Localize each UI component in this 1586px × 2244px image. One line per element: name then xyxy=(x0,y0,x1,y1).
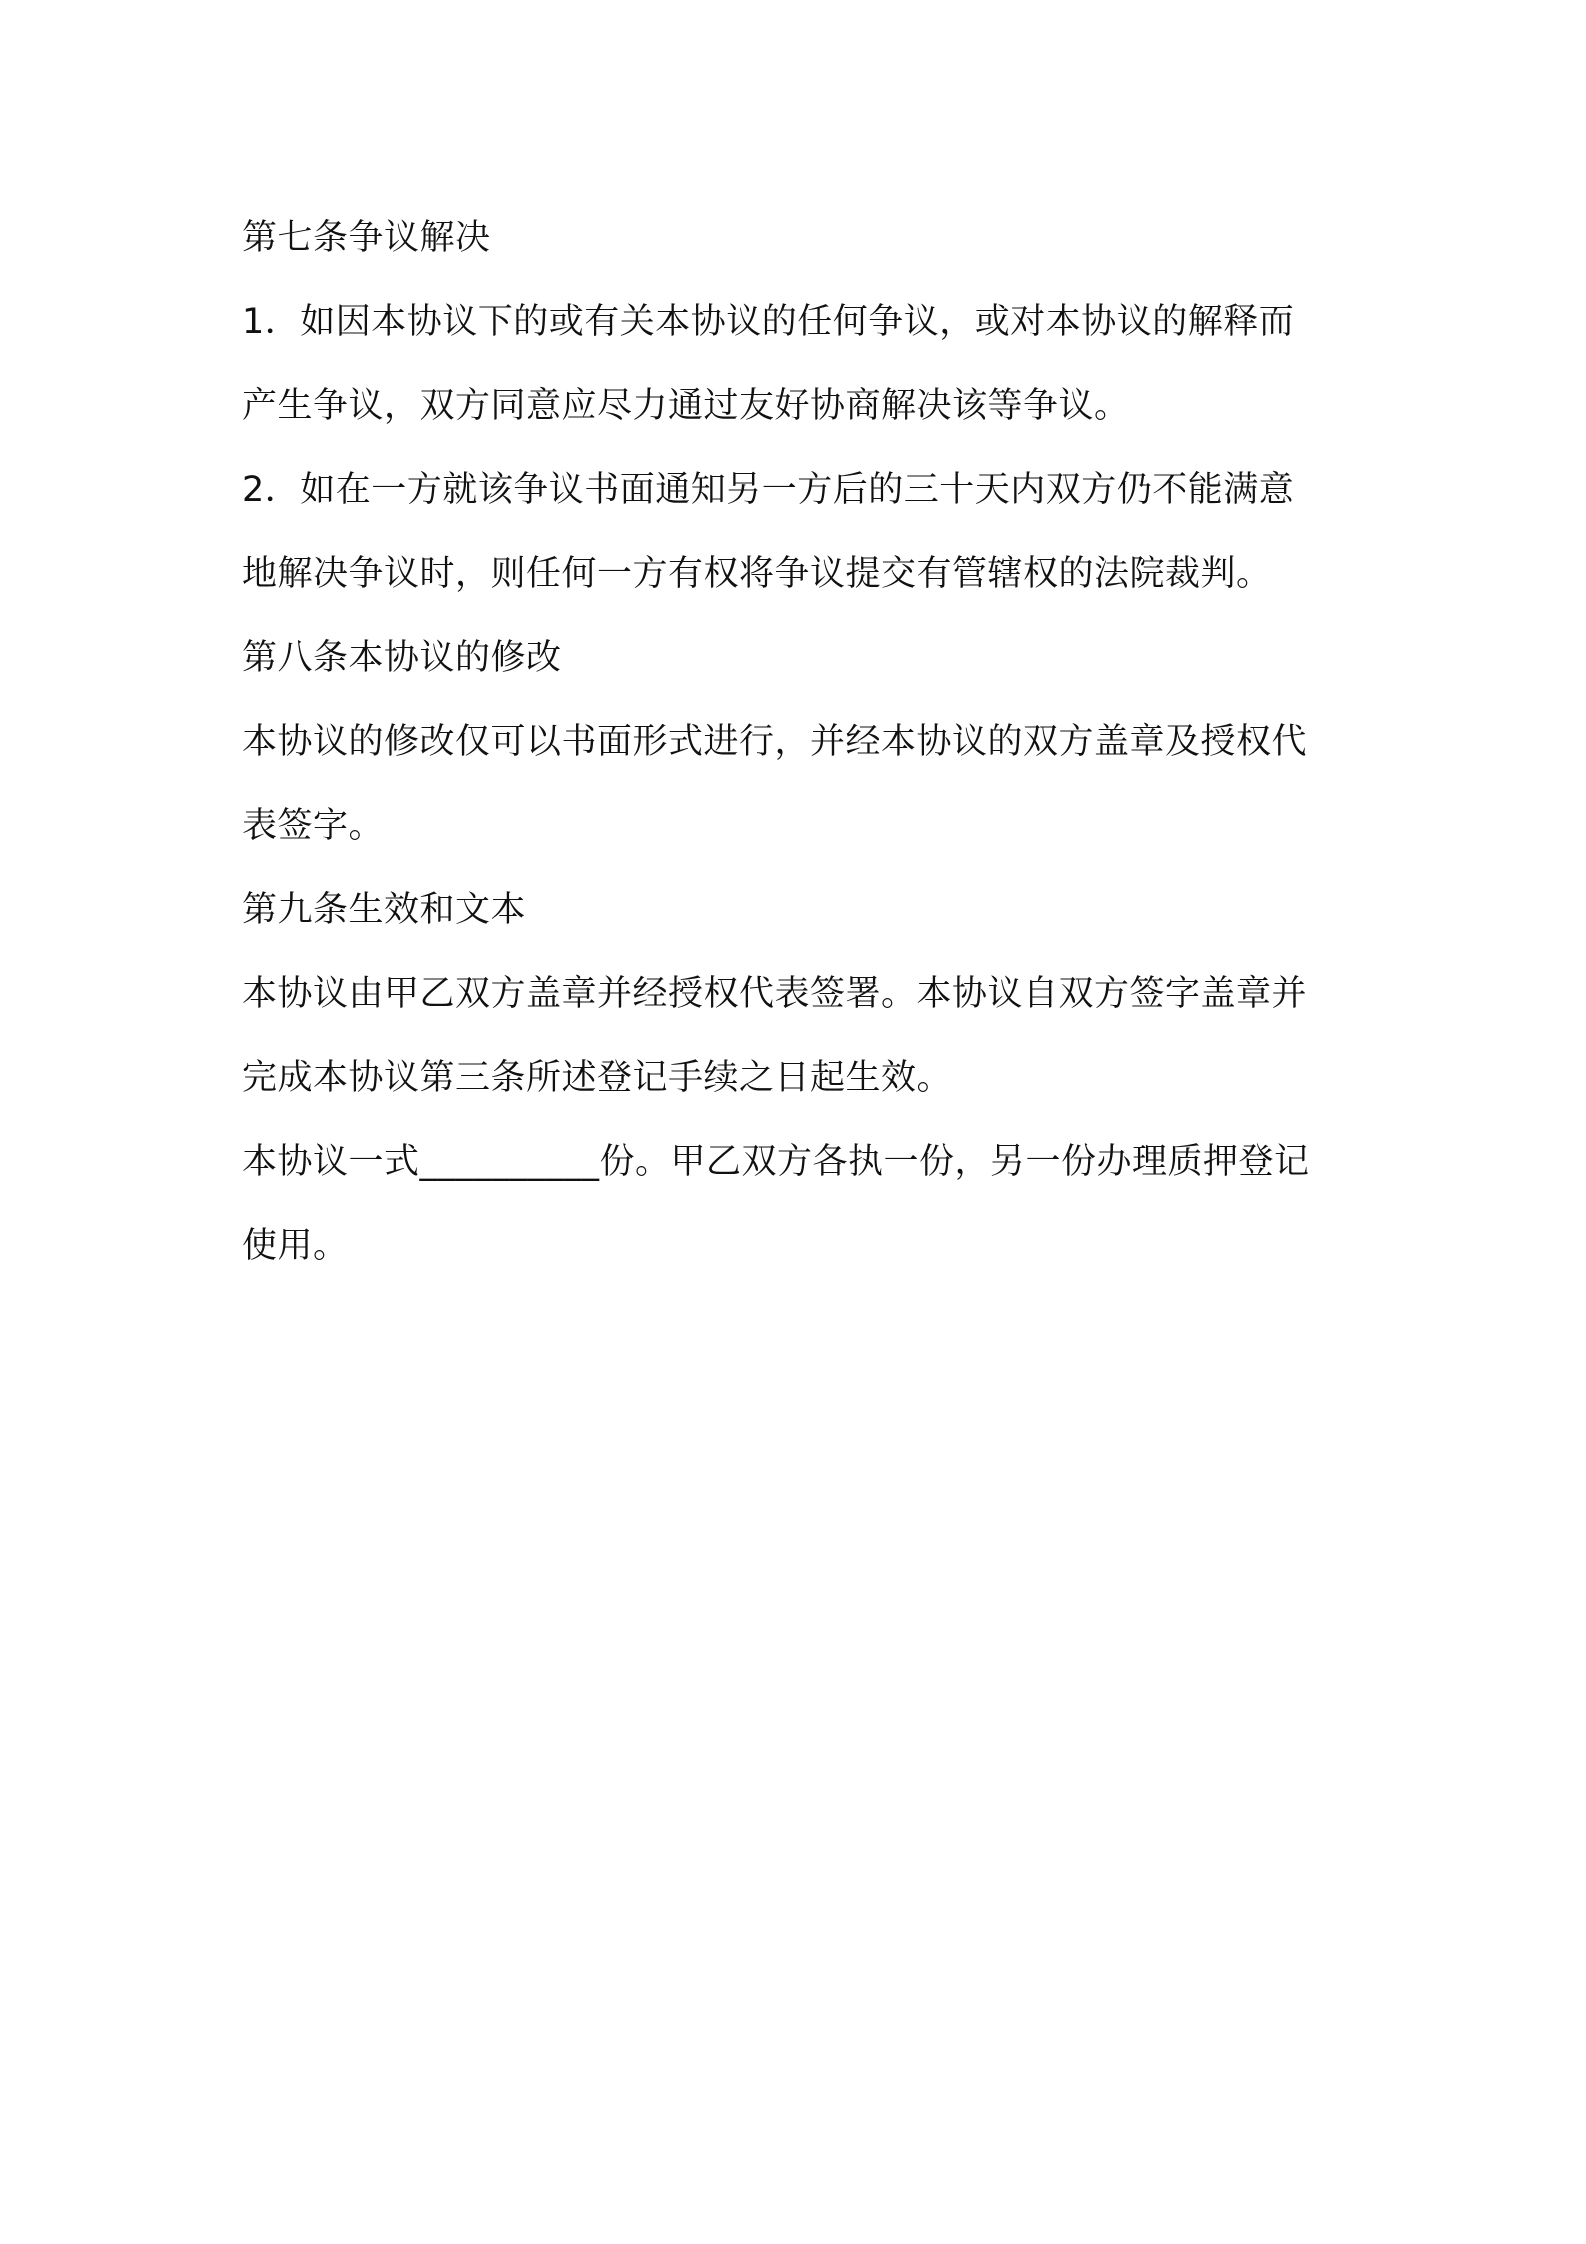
paragraph-line: 2．如在一方就该争议书面通知另一方后的三十天内双方仍不能满意 xyxy=(242,470,1295,510)
paragraph-line: 本协议一式__________份。甲乙双方各执一份，另一份办理质押登记 xyxy=(242,1142,1310,1182)
section-heading-article-9: 第九条生效和文本 xyxy=(242,890,527,930)
paragraph-line: 使用。 xyxy=(242,1226,349,1266)
paragraph-line: 本协议的修改仅可以书面形式进行，并经本协议的双方盖章及授权代 xyxy=(242,722,1308,762)
paragraph-line: 产生争议，双方同意应尽力通过友好协商解决该等争议。 xyxy=(242,386,1130,426)
document-body xyxy=(242,196,1352,1288)
paragraph-line: 表签字。 xyxy=(242,806,385,846)
paragraph-line: 1．如因本协议下的或有关本协议的任何争议，或对本协议的解释而 xyxy=(242,302,1295,342)
section-heading-article-8: 第八条本协议的修改 xyxy=(242,638,562,678)
paragraph-line: 完成本协议第三条所述登记手续之日起生效。 xyxy=(242,1058,953,1098)
paragraph-line: 地解决争议时，则任何一方有权将争议提交有管辖权的法院裁判。 xyxy=(242,554,1272,594)
paragraph-line: 本协议由甲乙双方盖章并经授权代表签署。本协议自双方签字盖章并 xyxy=(242,974,1308,1014)
section-heading-article-7: 第七条争议解决 xyxy=(242,218,491,258)
